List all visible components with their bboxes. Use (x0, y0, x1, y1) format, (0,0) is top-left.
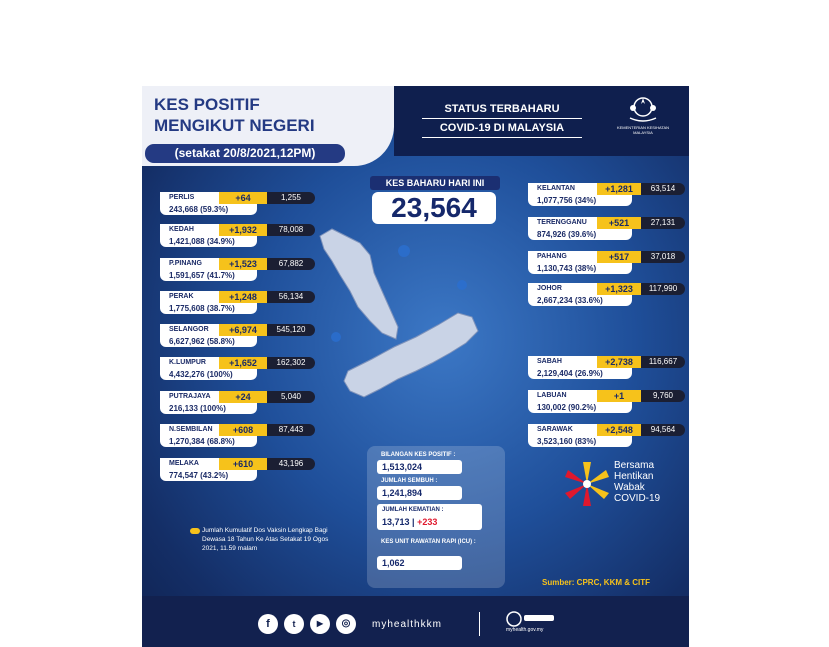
state-vaccination: 2,129,404 (26.9%) (528, 368, 632, 379)
recovered-value: 1,241,894 (377, 486, 462, 500)
state-name: MELAKA (160, 458, 219, 470)
date-badge: (setakat 20/8/2021,12PM) (145, 144, 345, 163)
state-total-cases: 117,990 (641, 283, 685, 295)
state-total-cases: 162,302 (267, 357, 315, 369)
state-name: PERLIS (160, 192, 219, 204)
positive-label: BILANGAN KES POSITIF : (381, 452, 456, 458)
state-bar (160, 291, 315, 303)
state-name: N.SEMBILAN (160, 424, 219, 436)
state-total-cases: 56,134 (267, 291, 315, 303)
state-total-cases: 37,018 (641, 251, 685, 263)
state-vaccination: 1,421,088 (34.9%) (160, 236, 257, 247)
state-total-cases: 116,667 (641, 356, 685, 368)
state-vaccination: 1,775,608 (38.7%) (160, 303, 257, 314)
campaign-line-2: Hentikan (614, 471, 654, 482)
crest-icon (626, 94, 660, 122)
state-name: LABUAN (528, 390, 597, 402)
title-line-2: MENGIKUT NEGERI (154, 116, 315, 135)
state-new-cases: +610 (219, 458, 267, 470)
ministry-crest (608, 94, 678, 135)
state-new-cases: +1,652 (219, 357, 267, 369)
ministry-name: KEMENTERIAN KESIHATAN MALAYSIA (616, 125, 670, 135)
source-credit: Sumber: CPRC, KKM & CITF (542, 578, 650, 587)
state-new-cases: +521 (597, 217, 641, 229)
state-total-cases: 43,196 (267, 458, 315, 470)
state-vaccination: 1,077,756 (34%) (528, 195, 632, 206)
social-handle[interactable]: myhealthkkm (372, 619, 442, 630)
footnote-text: Jumlah Kumulatif Dos Vaksin Lengkap Bagi Dewasa 18 Tahun Ke Atas Setakat 19 Ogos 2021, 11.59 malam (202, 527, 329, 552)
twitter-icon[interactable]: t (284, 614, 304, 634)
state-name: KEDAH (160, 224, 219, 236)
campaign-line-1: Bersama (614, 460, 655, 471)
state-vaccination: 774,547 (43.2%) (160, 470, 257, 481)
state-bar (528, 283, 685, 295)
vaccination-footnote (202, 526, 342, 553)
title-line-1: KES POSITIF (154, 95, 260, 114)
state-new-cases: +64 (219, 192, 267, 204)
state-total-cases: 67,882 (267, 258, 315, 270)
deaths-value: 13,713 (382, 517, 410, 527)
campaign-logo (562, 456, 682, 516)
state-total-cases: 9,760 (641, 390, 685, 402)
state-total-cases: 94,564 (641, 424, 685, 436)
state-bar (528, 390, 685, 402)
state-new-cases: +1 (597, 390, 641, 402)
state-new-cases: +1,323 (597, 283, 641, 295)
state-new-cases: +1,523 (219, 258, 267, 270)
campaign-emblem-icon (562, 456, 612, 512)
state-bar (528, 217, 685, 229)
facebook-icon[interactable]: f (258, 614, 278, 634)
campaign-text (614, 460, 660, 504)
state-vaccination: 1,591,657 (41.7%) (160, 270, 257, 281)
state-bar (160, 192, 315, 204)
state-vaccination: 1,130,743 (38%) (528, 263, 632, 274)
footer-bar (142, 596, 689, 647)
myhealth-logo (506, 611, 556, 633)
campaign-line-4: COVID-19 (614, 493, 661, 504)
state-bar (528, 356, 685, 368)
state-new-cases: +2,738 (597, 356, 641, 368)
state-bar (160, 424, 315, 436)
campaign-line-3: Wabak (614, 482, 645, 493)
new-cases-value: 23,564 (372, 192, 496, 224)
state-vaccination: 874,926 (39.6%) (528, 229, 632, 240)
state-total-cases: 27,131 (641, 217, 685, 229)
state-vaccination: 4,432,276 (100%) (160, 369, 257, 380)
state-vaccination: 130,002 (90.2%) (528, 402, 632, 413)
state-bar (160, 258, 315, 270)
youtube-icon[interactable]: ▶ (310, 614, 330, 634)
infographic-poster (142, 86, 689, 647)
state-name: P.PINANG (160, 258, 219, 270)
status-line-1: STATUS TERBAHARU (422, 100, 582, 119)
state-bar (160, 224, 315, 236)
state-total-cases: 78,008 (267, 224, 315, 236)
state-bar (528, 251, 685, 263)
malaysia-map (312, 221, 492, 421)
recovered-label: JUMLAH SEMBUH : (381, 478, 438, 484)
state-name: PERAK (160, 291, 219, 303)
page-title (154, 94, 315, 136)
positive-value: 1,513,024 (377, 460, 462, 474)
header-status-panel (394, 86, 689, 156)
state-name: JOHOR (528, 283, 597, 295)
footer-divider (479, 612, 480, 636)
state-bar (528, 424, 685, 436)
new-cases-today (370, 176, 500, 226)
icu-value: 1,062 (377, 556, 462, 570)
state-new-cases: +1,248 (219, 291, 267, 303)
state-name: TERENGGANU (528, 217, 597, 229)
state-vaccination: 216,133 (100%) (160, 403, 257, 414)
state-total-cases: 5,040 (267, 391, 315, 403)
instagram-icon[interactable]: ◎ (336, 614, 356, 634)
state-name: SABAH (528, 356, 597, 368)
state-vaccination: 2,667,234 (33.6%) (528, 295, 632, 306)
state-name: KELANTAN (528, 183, 597, 195)
state-bar (528, 183, 685, 195)
state-new-cases: +1,281 (597, 183, 641, 195)
state-total-cases: 1,255 (267, 192, 315, 204)
state-new-cases: +1,932 (219, 224, 267, 236)
state-bar (160, 324, 315, 336)
state-new-cases: +2,548 (597, 424, 641, 436)
deaths-new: +233 (417, 517, 438, 527)
state-new-cases: +517 (597, 251, 641, 263)
state-name: SARAWAK (528, 424, 597, 436)
state-bar (160, 391, 315, 403)
state-vaccination: 243,668 (59.3%) (160, 204, 257, 215)
header-title-panel (142, 86, 394, 166)
state-total-cases: 545,120 (267, 324, 315, 336)
new-cases-label: KES BAHARU HARI INI (370, 176, 500, 190)
myhealth-url: myhealth.gov.my (506, 627, 544, 633)
icu-label: KES UNIT RAWATAN RAPI (ICU) : (381, 539, 476, 545)
deaths-label: JUMLAH KEMATIAN : (382, 507, 444, 513)
status-line-2: COVID-19 DI MALAYSIA (422, 119, 582, 138)
state-vaccination: 3,523,160 (83%) (528, 436, 632, 447)
state-bar (160, 458, 315, 470)
state-name: SELANGOR (160, 324, 219, 336)
myhealth-logo-icon (506, 611, 556, 627)
state-new-cases: +608 (219, 424, 267, 436)
state-bar (160, 357, 315, 369)
state-new-cases: +6,974 (219, 324, 267, 336)
state-name: PAHANG (528, 251, 597, 263)
national-stats-panel (367, 446, 505, 588)
state-total-cases: 63,514 (641, 183, 685, 195)
state-vaccination: 1,270,384 (68.8%) (160, 436, 257, 447)
state-name: K.LUMPUR (160, 357, 219, 369)
state-new-cases: +24 (219, 391, 267, 403)
state-vaccination: 6,627,962 (58.8%) (160, 336, 257, 347)
state-total-cases: 87,443 (267, 424, 315, 436)
deaths-box: JUMLAH KEMATIAN : 13,713 | +233 (377, 504, 482, 530)
state-name: PUTRAJAYA (160, 391, 219, 403)
footnote-marker (190, 528, 200, 534)
status-heading (422, 100, 582, 138)
